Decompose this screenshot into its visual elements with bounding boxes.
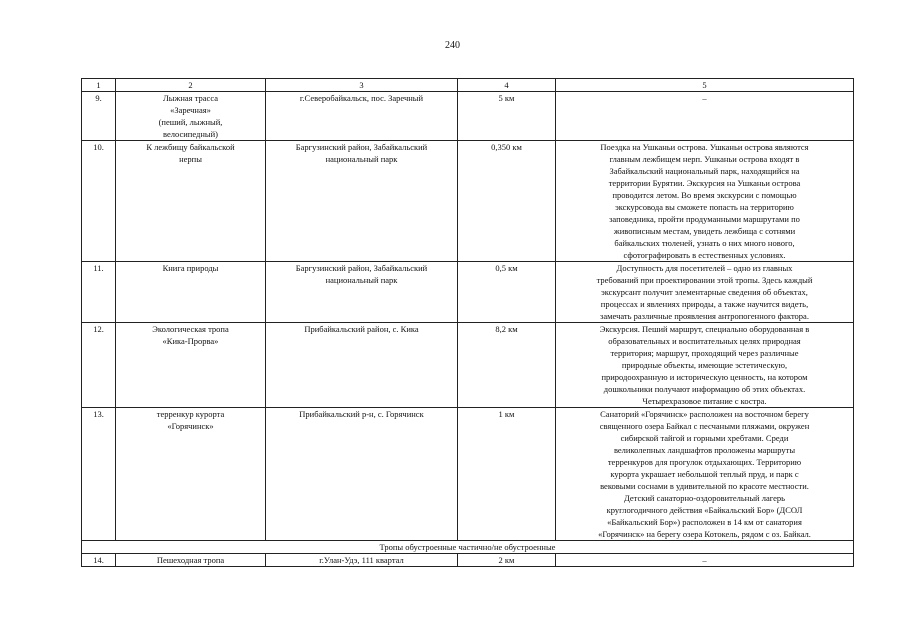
trail-length: 2 км — [458, 554, 556, 567]
cell-line: Четырехразовое питание с костра. — [642, 396, 767, 406]
cell-line: Баргузинский район, Забайкальский — [295, 142, 428, 152]
trail-length: 1 км — [458, 408, 556, 541]
cell-line: «Заречная» — [170, 105, 211, 115]
trail-name — [116, 554, 266, 567]
cell-line: заповедника, пройти продуманными маршрутами по — [609, 214, 800, 224]
trail-description — [556, 92, 854, 141]
row-number: 9. — [82, 92, 116, 141]
trail-length: 0,5 км — [458, 262, 556, 323]
trail-description — [556, 323, 854, 408]
cell-line: священного озера Байкал с песчаными пляжами, окружен — [599, 421, 810, 431]
section-row — [82, 541, 854, 554]
cell-line: терренкур курорта — [156, 409, 225, 419]
trail-location — [266, 141, 458, 262]
table-row — [82, 323, 854, 408]
cell-line: образовательных и воспитательных целях природная — [608, 336, 801, 346]
cell-line: замечать различные проявления антропогенного фактора. — [600, 311, 809, 321]
cell-line: курорта украшает небольшой теплый пруд, и парк с — [610, 469, 799, 479]
cell-line: велосипедный) — [163, 129, 218, 139]
cell-line: «Горячинск» на берегу озера Котокель, рядом с оз. Байкал. — [598, 529, 811, 539]
cell-line: г.Улан-Удэ, 111 квартал — [319, 555, 404, 565]
trail-name — [116, 141, 266, 262]
trail-description — [556, 408, 854, 541]
table-body — [82, 79, 854, 567]
section-title: Тропы обустроенные частично/не обустроенные — [82, 541, 854, 554]
trail-name — [116, 323, 266, 408]
cell-line: Забайкальский национальный парк, находящийся на — [609, 166, 800, 176]
cell-line: К лежбищу байкальской — [146, 142, 235, 152]
cell-line: Экологическая тропа — [152, 324, 229, 334]
cell-line: Экскурсия. Пеший маршрут, специально оборудованная в — [599, 324, 810, 334]
cell-line: Санаторий «Горячинск» расположен на восточном берегу — [600, 409, 809, 419]
row-number: 12. — [82, 323, 116, 408]
cell-line: великолепных ландшафтов проложены маршруты — [613, 445, 796, 455]
cell-line: г.Северобайкальск, пос. Заречный — [299, 93, 424, 103]
trail-location — [266, 408, 458, 541]
cell-line: природоохранную и историческую ценность, на котором — [601, 372, 808, 382]
trail-location — [266, 323, 458, 408]
row-number: 13. — [82, 408, 116, 541]
cell-line: главным лежбищем нерп. Ушканьи острова входят в — [609, 154, 800, 164]
cell-line: процессах и явлениях природы, а также научится видеть, — [600, 299, 809, 309]
cell-line: нерпы — [179, 154, 202, 164]
cell-line: дошкольники получают информацию об этих объектах. — [603, 384, 806, 394]
table-row — [82, 141, 854, 262]
cell-line: (пеший, лыжный, — [158, 117, 223, 127]
cell-line: Пешеходная тропа — [156, 555, 225, 565]
cell-line: требований при проектировании этой тропы. Здесь каждый — [596, 275, 813, 285]
trails-table — [81, 78, 854, 567]
trail-description — [556, 262, 854, 323]
row-number: 11. — [82, 262, 116, 323]
cell-line: Детский санаторно-оздоровительный лагерь — [623, 493, 786, 503]
cell-line: круглогодичного действия «Байкальский Бор» (ДСОЛ — [606, 505, 803, 515]
row-number: 10. — [82, 141, 116, 262]
table-row — [82, 554, 854, 567]
cell-line: Книга природы — [162, 263, 219, 273]
cell-line: национальный парк — [325, 154, 398, 164]
cell-line: байкальских тюленей, узнать о них много нового, — [614, 238, 795, 248]
cell-line: Прибайкальский район, с. Кика — [304, 324, 419, 334]
cell-line: Лыжная трасса — [163, 93, 218, 103]
trail-length: 0,350 км — [458, 141, 556, 262]
header-col-1: 1 — [82, 79, 116, 92]
cell-line: Поездка на Ушканьи острова. Ушканьи острова являются — [600, 142, 809, 152]
cell-line: «Байкальский Бор») расположен в 14 км от санатория — [607, 517, 802, 527]
page-number: 240 — [445, 40, 460, 51]
table-row — [82, 92, 854, 141]
cell-line: проводится летом. Во время экскурсии с помощью — [612, 190, 797, 200]
cell-line: национальный парк — [325, 275, 398, 285]
trail-length: 5 км — [458, 92, 556, 141]
cell-line: экскурсовода вы сможете попасть на территорию — [615, 202, 794, 212]
trail-location — [266, 262, 458, 323]
cell-line: территории Бурятии. Экскурсия на Ушканьи острова — [608, 178, 801, 188]
header-col-4: 4 — [458, 79, 556, 92]
trail-length: 8,2 км — [458, 323, 556, 408]
cell-line: сибирской тайгой и горными хребтами. Среди — [620, 433, 789, 443]
cell-line: сфотографировать в естественных условиях. — [623, 250, 786, 260]
cell-line: природные объекты, имеющие эстетическую, — [621, 360, 788, 370]
header-row — [82, 79, 854, 92]
cell-line: Доступность для посетителей – одно из главных — [616, 263, 793, 273]
trail-description — [556, 141, 854, 262]
cell-line: живописным местам, увидеть лежбища с сотнями — [613, 226, 796, 236]
cell-line: Прибайкальский р-н, с. Горячинск — [299, 409, 424, 419]
trail-name — [116, 262, 266, 323]
cell-line: «Горячинск» — [167, 421, 214, 431]
cell-line: Баргузинский район, Забайкальский — [295, 263, 428, 273]
trail-description — [556, 554, 854, 567]
cell-line: – — [702, 93, 707, 103]
cell-line: терренкуров для прогулок отдыхающих. Территорию — [607, 457, 802, 467]
cell-line: «Кика-Прорва» — [162, 336, 219, 346]
table-row — [82, 408, 854, 541]
trail-location — [266, 554, 458, 567]
trail-name — [116, 92, 266, 141]
cell-line: экскурсант получит элементарные сведения об объектах, — [601, 287, 808, 297]
header-col-2: 2 — [116, 79, 266, 92]
header-col-3: 3 — [266, 79, 458, 92]
trail-name — [116, 408, 266, 541]
trail-location — [266, 92, 458, 141]
table-row — [82, 262, 854, 323]
cell-line: – — [702, 555, 707, 565]
header-col-5: 5 — [556, 79, 854, 92]
cell-line: территория; маршрут, проходящий через различные — [610, 348, 799, 358]
row-number: 14. — [82, 554, 116, 567]
cell-line: вековыми соснами в удивительной по красоте местности. — [600, 481, 809, 491]
